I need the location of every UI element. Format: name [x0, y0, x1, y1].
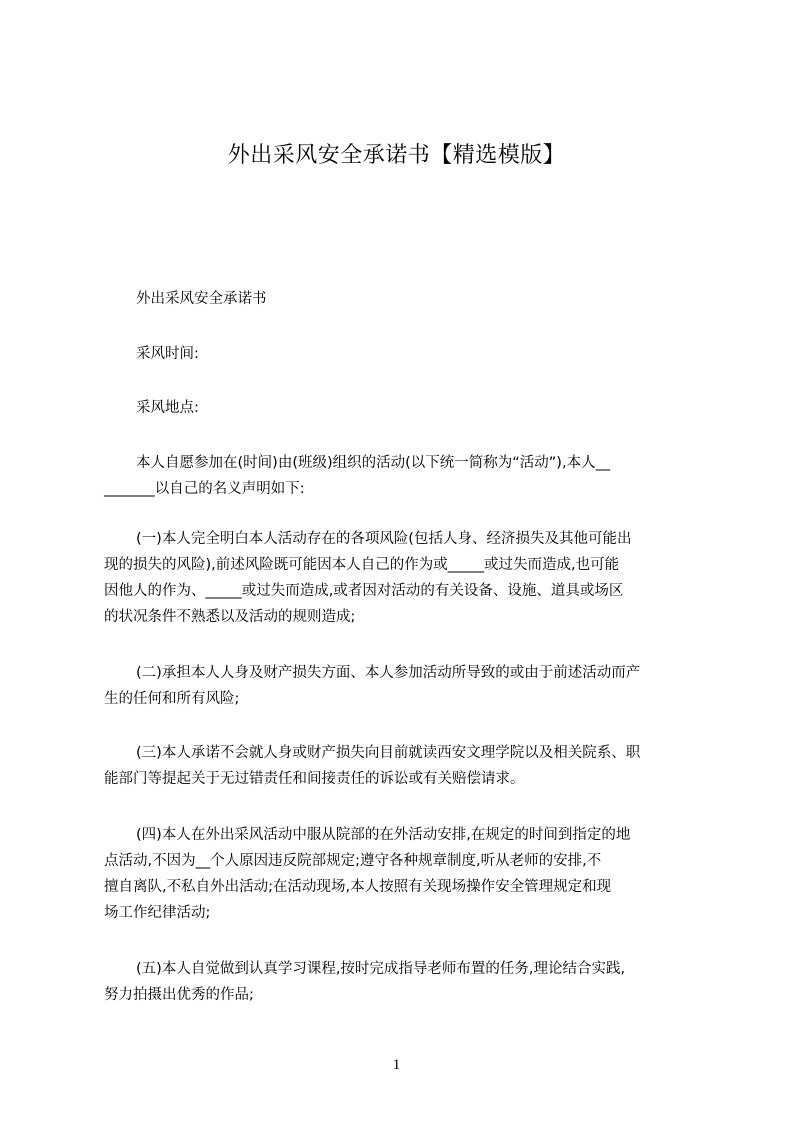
paragraph-heading — [104, 286, 704, 312]
paragraph-line: 采风地点: — [136, 400, 199, 416]
paragraph-line: 点活动,不因为__个人原因违反院部规定;遵守各种规章制度,听从老师的安排,不 — [104, 853, 602, 869]
paragraph-clause-5 — [104, 956, 704, 1008]
paragraph-line: 采风时间: — [136, 346, 199, 362]
paragraph-line: 努力拍摄出优秀的作品; — [104, 987, 254, 1003]
paragraph-line: 场工作纪律活动; — [104, 905, 211, 921]
paragraph-line: 擅自离队,不私自外出活动;在活动现场,本人按照有关现场操作安全管理规定和现 — [104, 879, 612, 895]
paragraph-clause-2 — [104, 660, 704, 712]
document-title: 外出采风安全承诺书【精选模版】 — [227, 143, 566, 168]
paragraph-clause-1 — [104, 526, 704, 630]
paragraph-clause-4 — [104, 822, 704, 926]
paragraph-line: _______以自己的名义声明如下: — [104, 481, 305, 497]
paragraph-declaration — [104, 450, 704, 502]
paragraph-line: 因他人的作为、_____或过失而造成,或者因对活动的有关设备、设施、道具或场区 — [104, 583, 624, 599]
paragraph-line: 现的损失的风险),前述风险既可能因本人自己的作为或_____或过失而造成,也可能 — [104, 557, 620, 573]
paragraph-time — [104, 341, 704, 367]
paragraph-line: 本人自愿参加在(时间)由(班级)组织的活动(以下统一简称为“活动”),本人__ — [136, 455, 611, 471]
paragraph-line: (二)承担本人人身及财产损失方面、本人参加活动所导致的或由于前述活动而产 — [136, 665, 641, 681]
paragraph-line: (四)本人在外出采风活动中服从院部的在外活动安排,在规定的时间到指定的地 — [136, 827, 631, 843]
paragraph-line: 的状况条件不熟悉以及活动的规则造成; — [104, 609, 356, 625]
paragraph-line: (五)本人自觉做到认真学习课程,按时完成指导老师布置的任务,理论结合实践, — [136, 961, 626, 977]
page-number: 1 — [392, 1057, 401, 1073]
paragraph-line: (一)本人完全明白本人活动存在的各项风险(包括人身、经济损失及其他可能出 — [136, 531, 632, 547]
paragraph-line: (三)本人承诺不会就人身或财产损失向目前就读西安文理学院以及相关院系、职 — [136, 745, 641, 761]
paragraph-location — [104, 395, 704, 421]
paragraph-clause-3 — [104, 740, 704, 792]
paragraph-line: 能部门等提起关于无过错责任和间接责任的诉讼或有关赔偿请求。 — [104, 771, 525, 787]
paragraph-line: 生的任何和所有风险; — [104, 691, 240, 707]
paragraph-line: 外出采风安全承诺书 — [136, 291, 267, 307]
